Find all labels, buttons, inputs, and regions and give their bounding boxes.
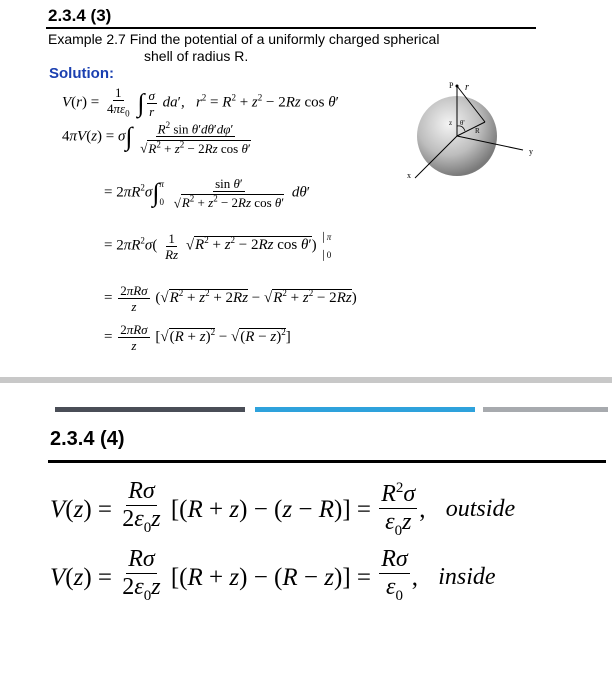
equation-potential-definition: V(r) = $\frac{1}{4\pi\varepsilon_0}$ ∫ $\frac{\sigma}{r}$ da′, $r^2 = R^2 + z^2 - 2Rz$ cos θ′ xyxy=(62,85,339,119)
solution-label: Solution: xyxy=(49,65,114,82)
equation-square-form: = $\frac{\text{2πRσ}}{z}$ $[√(R + z)^2 - √(R - z)^2]$ xyxy=(104,322,291,353)
outside-label: outside xyxy=(445,496,516,523)
label-r: r xyxy=(465,82,469,93)
progress-segment-blue xyxy=(255,407,475,412)
label-p: P xyxy=(449,81,454,90)
section-title-2: 2.3.4 (4) xyxy=(50,428,125,450)
progress-segment-dark xyxy=(55,407,245,412)
label-y: y xyxy=(529,147,533,156)
label-x: x xyxy=(407,171,411,180)
equation-integral-setup: 4πV(z) = σ∫ $\frac{R^2 \sin \theta'd\theta'd\varphi'}{√R^2 + z^2 - 2Rz \cos \theta'}$ xyxy=(62,120,251,156)
example-line-1: Example 2.7 Find the potential of a uniformly charged spherical xyxy=(48,31,440,47)
point-p xyxy=(456,85,459,88)
equation-limits-applied: = $\frac{\text{2πRσ}}{z}$ $(√R^2 + z^2 + 2Rz - √R^2 + z^2 - 2Rz)$ xyxy=(104,283,357,314)
label-z: z xyxy=(449,119,453,127)
equation-outside: V(z) = $\frac{R\sigma}{2\varepsilon_0z}$ [(R + z) − (z − R)] = $\frac{R^2\sigma}{\varepsilon_0z}$ , outside xyxy=(50,475,515,545)
inside-label: inside xyxy=(438,564,496,591)
example-statement xyxy=(48,31,518,65)
section-title: 2.3.4 (3) xyxy=(48,6,112,25)
sphere-diagram xyxy=(405,78,555,198)
slide-separator xyxy=(0,377,612,383)
label-radius: R xyxy=(475,127,480,135)
progress-segment-light xyxy=(483,407,608,412)
title-underline xyxy=(46,27,536,29)
title-underline-2 xyxy=(48,460,606,463)
equation-evaluated: = $2\pi R^2\sigma$( $\frac{1}{Rz}$ $√R^2 + z^2 - 2Rz$ cos θ′) │π │0 xyxy=(104,230,332,262)
equation-theta-integral: = $2\pi R^2\sigma\int$ π 0 $\frac{\text{sin θ′}}{√R^2 + z^2 - 2Rz \cos \theta'}$ dθ′ xyxy=(104,175,311,211)
example-line-2: shell of radius R. xyxy=(144,48,249,64)
equation-inside: V(z) = $\frac{R\sigma}{2\varepsilon_0z}$ [(R + z) − (R − z)] = $\frac{R\sigma}{\varepsilon_0}$ , inside xyxy=(50,546,496,604)
label-theta: θ' xyxy=(460,119,465,127)
